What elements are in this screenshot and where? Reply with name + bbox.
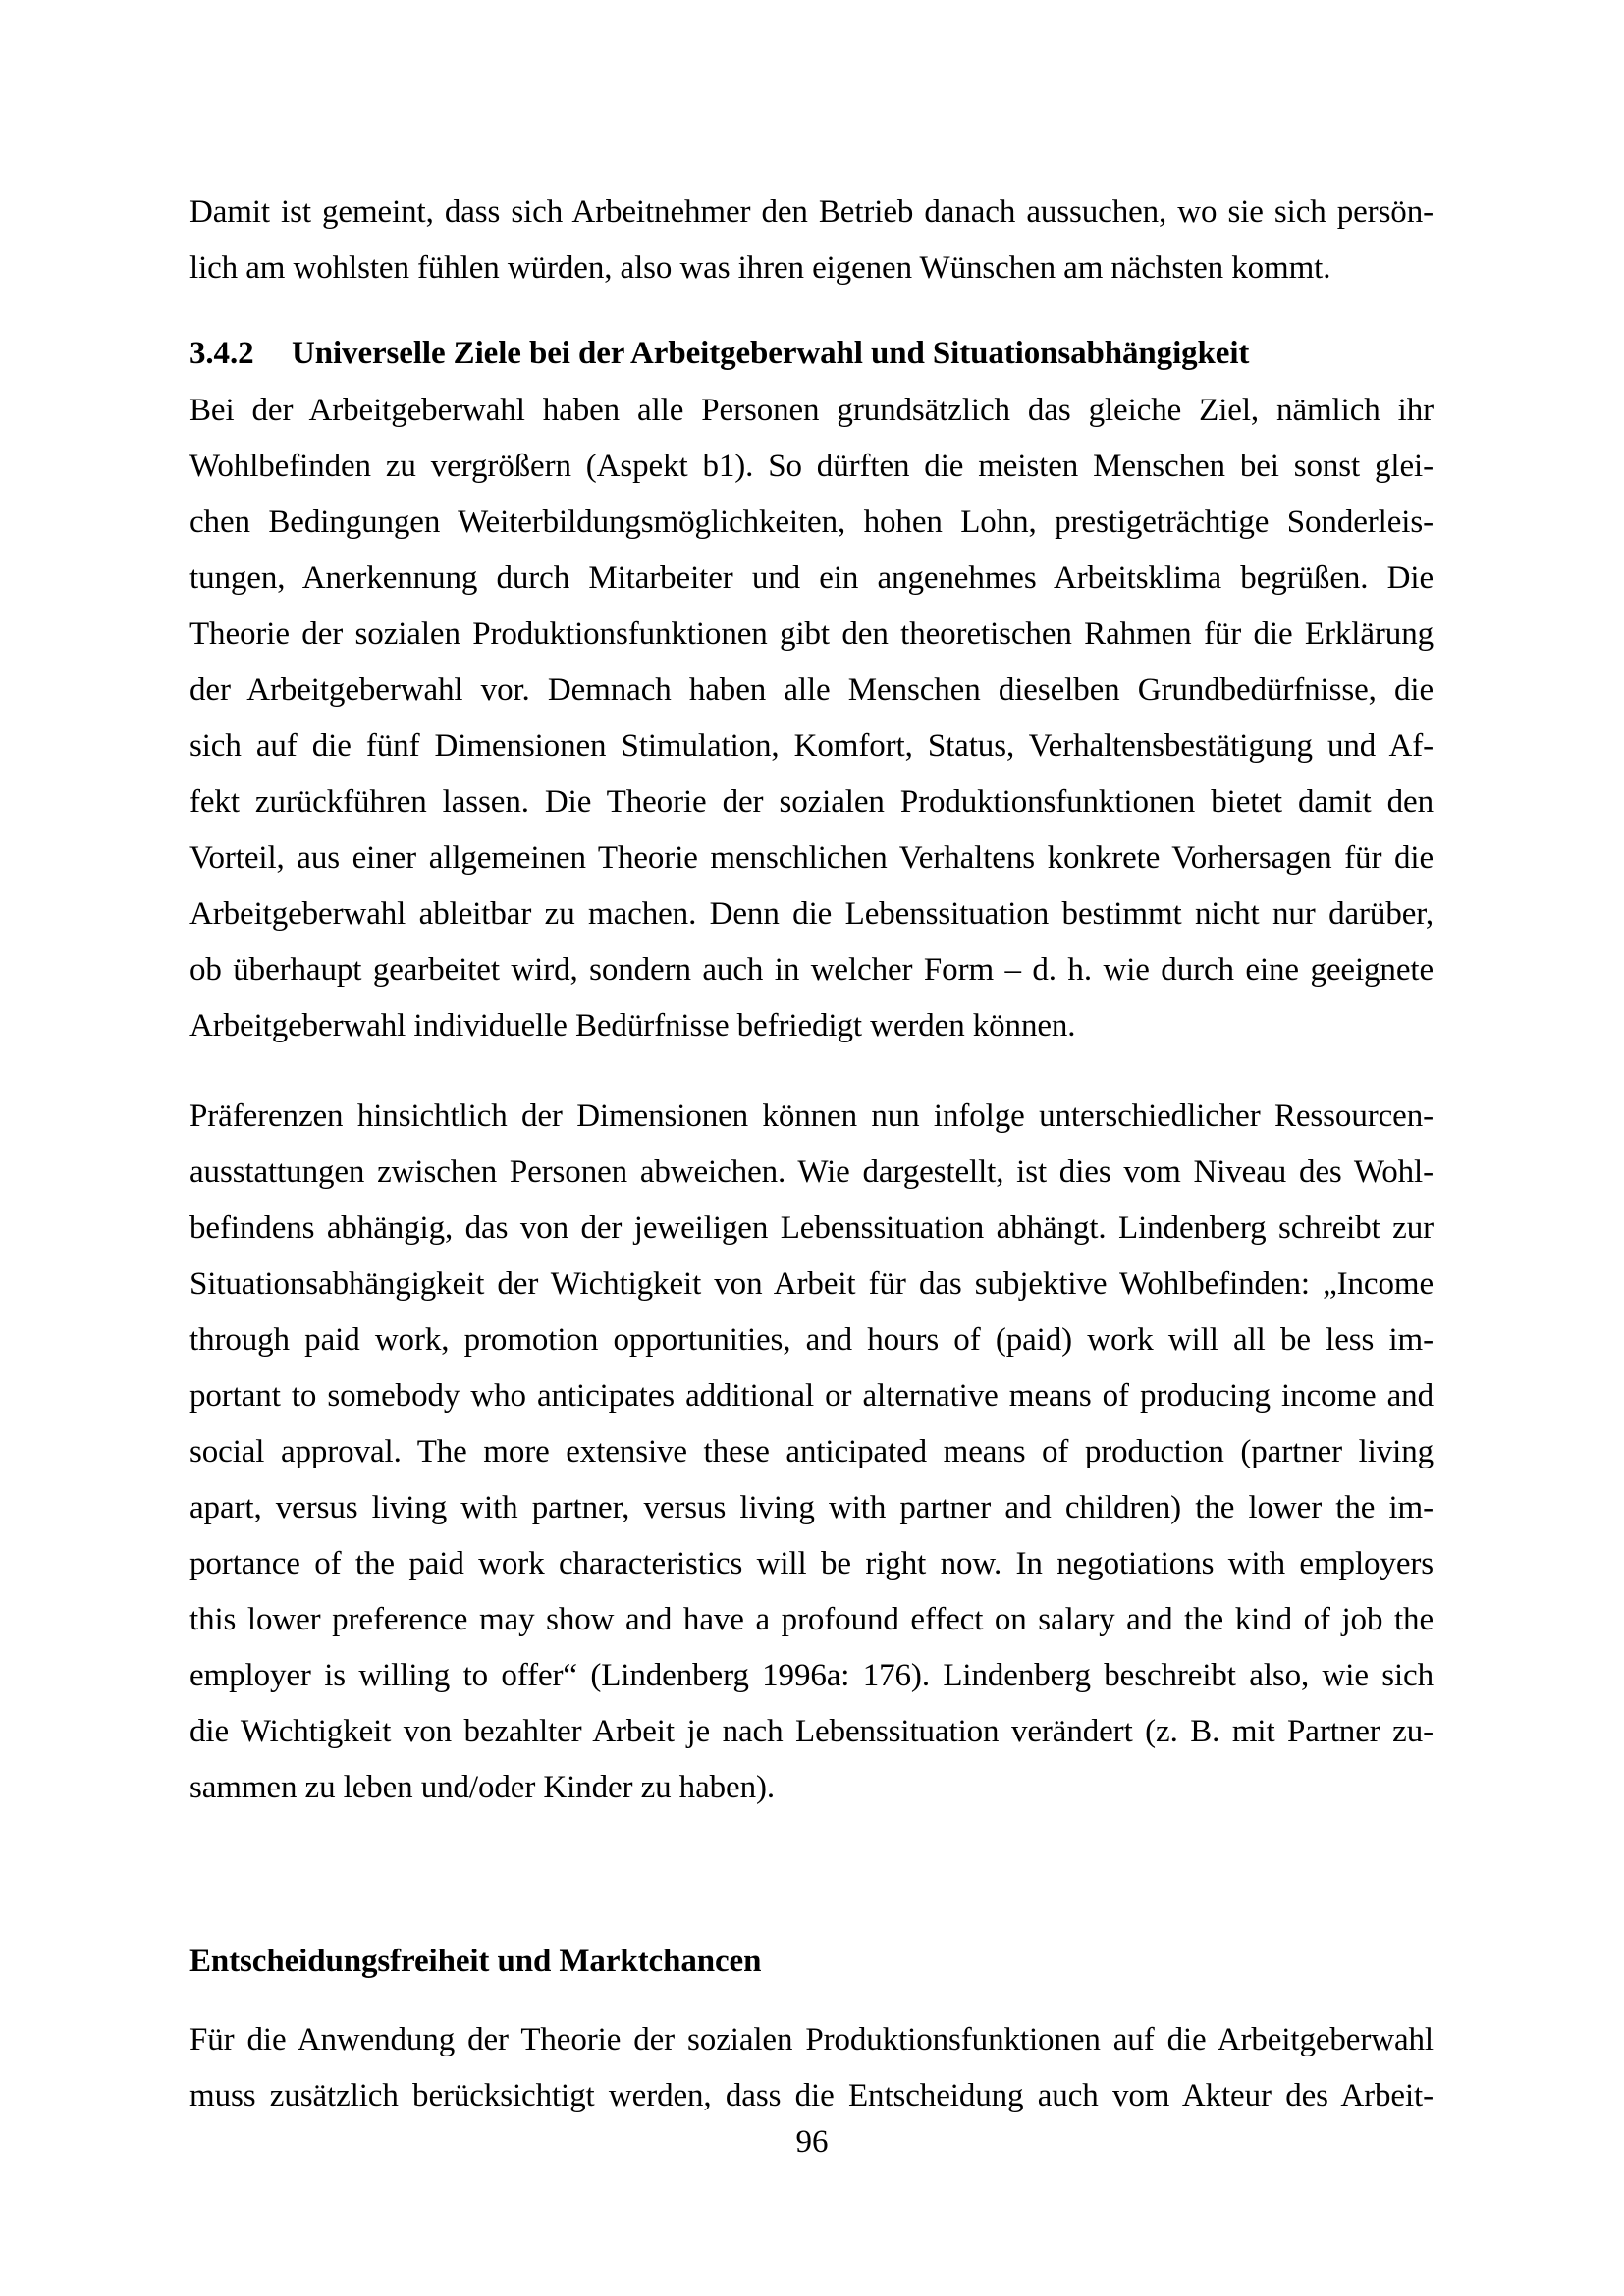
text-line: Arbeitgeberwahl ableitbar zu machen. Denn die Lebenssituation bestimmt nicht nur darüber, [189,896,1434,932]
intro-paragraph [189,185,1434,296]
text-line: Situationsabhängigkeit der Wichtigkeit von Arbeit für das subjektive Wohlbefinden: „Income [189,1266,1434,1302]
text-line: portance of the paid work characteristics will be right now. In negotiations with employers [189,1546,1434,1581]
text-line: Wohlbefinden zu vergrößern (Aspekt b1). So dürften die meisten Menschen bei sonst glei- [189,449,1434,484]
text-line: tungen, Anerkennung durch Mitarbeiter und ein angenehmes Arbeitsklima begrüßen. Die [189,561,1434,596]
text-line: this lower preference may show and have a profound effect on salary and the kind of job the [189,1602,1434,1637]
decision-freedom-paragraph [189,2012,1434,2124]
text-line: through paid work, promotion opportunities, and hours of (paid) work will all be less im- [189,1322,1434,1358]
page-footer [0,2114,1624,2170]
text-line: sammen zu leben und/oder Kinder zu haben). [189,1770,776,1805]
text-line: der Arbeitgeberwahl vor. Demnach haben alle Menschen dieselben Grundbedürfnisse, die [189,672,1434,708]
text-line: lich am wohlsten fühlen würden, also was ihren eigenen Wünschen am nächsten kommt. [189,250,1331,286]
preferences-paragraph [189,1089,1434,1816]
text-line: Vorteil, aus einer allgemeinen Theorie menschlichen Verhaltens konkrete Vorhersagen für die [189,840,1434,876]
section-heading-number: 3.4.2 [189,336,254,371]
page-number: 96 [795,2124,829,2160]
text-line: Präferenzen hinsichtlich der Dimensionen können nun infolge unterschiedlicher Ressourcen- [189,1098,1434,1134]
universal-goals-paragraph [189,383,1434,1054]
section-heading [189,326,1434,382]
text-line: portant to somebody who anticipates additional or alternative means of producing income and [189,1378,1434,1414]
text-line: ob überhaupt gearbeitet wird, sondern auch in welcher Form – d. h. wie durch eine geeignete [189,952,1434,988]
text-line: social approval. The more extensive these anticipated means of production (partner living [189,1434,1434,1469]
text-line: ausstattungen zwischen Personen abweichen. Wie dargestellt, ist dies vom Niveau des Wohl- [189,1154,1434,1190]
text-line: befindens abhängig, das von der jeweiligen Lebenssituation abhängt. Lindenberg schreibt zur [189,1210,1434,1246]
text-line: Bei der Arbeitgeberwahl haben alle Personen grundsätzlich das gleiche Ziel, nämlich ihr [189,393,1434,428]
text-line: employer is willing to offer“ (Lindenberg 1996a: 176). Lindenberg beschreibt also, wie sich [189,1658,1434,1693]
text-line: apart, versus living with partner, versus living with partner and children) the lower the im- [189,1490,1434,1525]
text-block [189,185,1434,2124]
text-line: Arbeitgeberwahl individuelle Bedürfnisse befriedigt werden können. [189,1008,1076,1043]
text-line: Für die Anwendung der Theorie der sozialen Produktionsfunktionen auf die Arbeitgeberwahl [189,2022,1434,2057]
text-line: Theorie der sozialen Produktionsfunktionen gibt den theoretischen Rahmen für die Erklärung [189,616,1434,652]
text-line: sich auf die fünf Dimensionen Stimulation, Komfort, Status, Verhaltensbestätigung und Af- [189,728,1434,764]
text-line: die Wichtigkeit von bezahlter Arbeit je nach Lebenssituation verändert (z. B. mit Partner zu- [189,1714,1434,1749]
text-line: fekt zurückführen lassen. Die Theorie der sozialen Produktionsfunktionen bietet damit den [189,784,1434,820]
text-line: Damit ist gemeint, dass sich Arbeitnehmer den Betrieb danach aussuchen, wo sie sich persön- [189,194,1434,230]
text-line: chen Bedingungen Weiterbildungsmöglichkeiten, hohen Lohn, prestigeträchtige Sonderleis- [189,505,1434,540]
section-heading-title: Universelle Ziele bei der Arbeitgeberwahl und Situationsabhängigkeit [292,336,1250,371]
subsection-heading: Entscheidungsfreiheit und Marktchancen [189,1944,762,1979]
text-line: muss zusätzlich berücksichtigt werden, dass die Entscheidung auch vom Akteur des Arbeit- [189,2078,1434,2113]
